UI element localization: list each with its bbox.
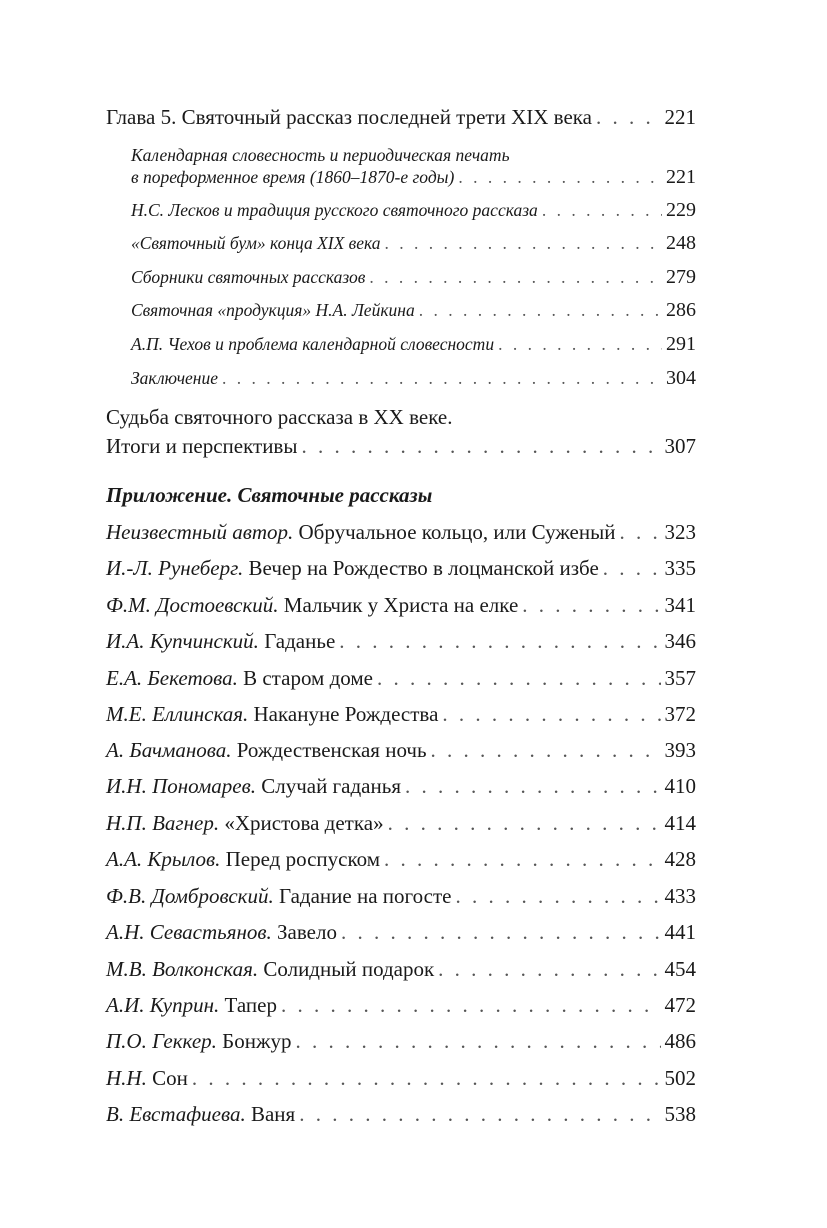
toc-entry-title: Сборники святочных рассказов: [131, 267, 366, 287]
story-title: Обручальное кольцо, или Суженый: [298, 520, 616, 544]
toc-page-number: 248: [666, 232, 696, 254]
story-title: Завело: [277, 920, 337, 944]
story-author: И.-Л. Рунеберг.: [106, 556, 244, 580]
toc-story[interactable]: [106, 701, 696, 727]
toc-story[interactable]: [106, 846, 696, 872]
toc-story[interactable]: [106, 956, 696, 982]
story-title: Вечер на Рождество в лоцманской избе: [248, 556, 599, 580]
toc-page-number: 323: [664, 520, 696, 544]
story-author: Н.П. Вагнер.: [106, 811, 220, 835]
story-author: И.А. Купчинский.: [106, 629, 259, 653]
toc-section[interactable]: [131, 333, 696, 355]
toc-page-number: 279: [666, 266, 696, 288]
story-title: «Христова детка»: [224, 811, 384, 835]
story-author: Н.Н.: [106, 1066, 147, 1090]
toc-entry-title: Святочная «продукция» Н.А. Лейкина: [131, 300, 415, 320]
leader-dots: [596, 104, 661, 130]
story-title: Сон: [152, 1066, 188, 1090]
toc-story[interactable]: [106, 665, 696, 691]
toc-section[interactable]: [131, 199, 696, 221]
leader-dots: [384, 846, 660, 872]
toc-entry-title: «Святочный бум» конца XIX века: [131, 233, 381, 253]
leader-dots: [385, 232, 662, 254]
toc-story[interactable]: [106, 1065, 696, 1091]
leader-dots: [299, 1101, 660, 1127]
story-title: Солидный подарок: [263, 957, 435, 981]
leader-dots: [438, 956, 660, 982]
toc-entry-title: Н.С. Лесков и традиция русского святочного рассказа: [131, 200, 538, 220]
story-author: М.Е. Еллинская.: [106, 702, 249, 726]
toc-story[interactable]: [106, 628, 696, 654]
story-title: Накануне Рождества: [253, 702, 439, 726]
toc-chapter-5[interactable]: [106, 104, 696, 130]
toc-story[interactable]: [106, 555, 696, 581]
leader-dots: [419, 299, 662, 321]
story-title: Гаданье: [264, 629, 336, 653]
toc-page-number: 229: [666, 199, 696, 221]
toc-section[interactable]: [131, 266, 696, 288]
toc-page-number: 221: [664, 105, 696, 129]
leader-dots: [281, 992, 661, 1018]
toc-page-number: 372: [664, 702, 696, 726]
toc-entry-title: Заключение: [131, 368, 219, 388]
toc-page-number: 304: [666, 367, 696, 389]
story-author: Ф.М. Достоевский.: [106, 593, 279, 617]
toc-page-number: 428: [664, 847, 696, 871]
toc-page-number: 393: [664, 738, 696, 762]
leader-dots: [542, 199, 662, 221]
story-title: В старом доме: [243, 666, 373, 690]
toc-page-number: 472: [664, 993, 696, 1017]
toc-story[interactable]: [106, 883, 696, 909]
toc-story[interactable]: [106, 519, 696, 545]
toc-page-number: 486: [664, 1029, 696, 1053]
leader-dots: [369, 266, 662, 288]
story-author: Е.А. Бекетова.: [106, 666, 238, 690]
appendix-heading: Приложение. Святочные рассказы: [106, 483, 433, 507]
leader-dots: [522, 592, 660, 618]
toc-story[interactable]: [106, 592, 696, 618]
toc-page-number: 433: [664, 884, 696, 908]
leader-dots: [295, 1028, 660, 1054]
leader-dots: [442, 701, 660, 727]
story-author: В. Евстафиева.: [106, 1102, 246, 1126]
leader-dots: [339, 628, 660, 654]
toc-page-number: 357: [664, 666, 696, 690]
story-author: А.Н. Севастьянов.: [106, 920, 272, 944]
story-author: И.Н. Пономарев.: [106, 774, 256, 798]
leader-dots: [405, 773, 661, 799]
toc-page-number: 346: [664, 629, 696, 653]
toc-section[interactable]: [131, 232, 696, 254]
leader-dots: [341, 919, 661, 945]
story-author: М.В. Волконская.: [106, 957, 259, 981]
story-title: Гадание на погосте: [278, 884, 452, 908]
story-author: А.И. Куприн.: [106, 993, 220, 1017]
leader-dots: [458, 166, 662, 188]
toc-entry-title: Календарная словесность и периодическая печать: [131, 145, 510, 165]
toc-story[interactable]: [106, 992, 696, 1018]
toc-page-number: 221: [666, 166, 696, 188]
leader-dots: [222, 367, 662, 389]
toc-section[interactable]: [131, 144, 696, 188]
story-title: Ваня: [250, 1102, 296, 1126]
toc-story[interactable]: [106, 1028, 696, 1054]
story-title: Тапер: [224, 993, 277, 1017]
story-author: А. Бачманова.: [106, 738, 232, 762]
toc-page-number: 441: [664, 920, 696, 944]
toc-page-number: 414: [664, 811, 696, 835]
story-author: А.А. Крылов.: [106, 847, 221, 871]
toc-story[interactable]: [106, 810, 696, 836]
toc-entry-title-cont: Итоги и перспективы: [106, 434, 298, 458]
toc-page-number: 538: [664, 1102, 696, 1126]
leader-dots: [388, 810, 661, 836]
story-title: Случай гаданья: [261, 774, 401, 798]
toc-chapter-fate[interactable]: [106, 404, 696, 459]
leader-dots: [603, 555, 661, 581]
toc-page-number: 307: [664, 434, 696, 458]
toc-section[interactable]: [131, 299, 696, 321]
story-title: Рождественская ночь: [236, 738, 427, 762]
story-title: Бонжур: [222, 1029, 292, 1053]
toc-entry-title: Судьба святочного рассказа в XX веке.: [106, 405, 453, 429]
toc-section[interactable]: [131, 367, 696, 389]
toc-page-number: 410: [664, 774, 696, 798]
leader-dots: [431, 737, 661, 763]
toc-page-number: 291: [666, 333, 696, 355]
leader-dots: [619, 519, 660, 545]
toc-page-number: 454: [664, 957, 696, 981]
leader-dots: [192, 1065, 661, 1091]
leader-dots: [377, 665, 661, 691]
story-author: П.О. Геккер.: [106, 1029, 217, 1053]
toc-entry-title: А.П. Чехов и проблема календарной словесности: [131, 334, 495, 354]
toc-entry-title-cont: в пореформенное время (1860–1870-е годы): [131, 167, 455, 187]
toc-story[interactable]: [106, 1101, 696, 1127]
toc-page-number: 341: [664, 593, 696, 617]
story-author: Неизвестный автор.: [106, 520, 294, 544]
toc-page-number: 502: [664, 1066, 696, 1090]
leader-dots: [301, 433, 660, 459]
story-title: Мальчик у Христа на елке: [283, 593, 519, 617]
toc-entry-title: Глава 5. Святочный рассказ последней трети XIX века: [106, 105, 592, 129]
story-author: Ф.В. Домбровский.: [106, 884, 274, 908]
toc-story[interactable]: [106, 773, 696, 799]
story-title: Перед роспуском: [225, 847, 381, 871]
leader-dots: [498, 333, 662, 355]
toc-story[interactable]: [106, 737, 696, 763]
toc-story[interactable]: [106, 919, 696, 945]
toc-page-number: 335: [664, 556, 696, 580]
leader-dots: [455, 883, 660, 909]
toc-page-number: 286: [666, 299, 696, 321]
